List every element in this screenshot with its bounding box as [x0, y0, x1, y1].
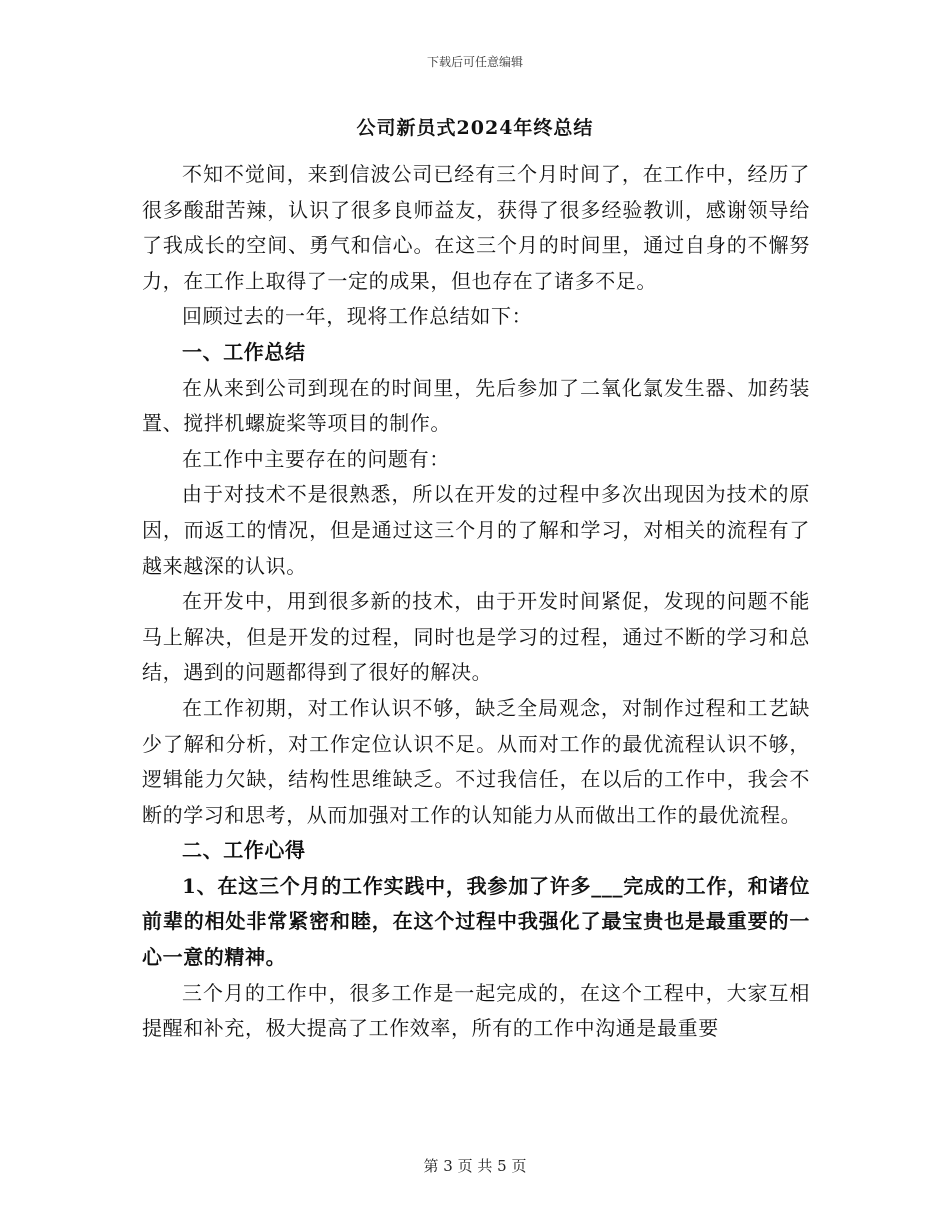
- paragraph-insight-1: 1、在这三个月的工作实践中，我参加了许多___完成的工作，和诸位前辈的相处非常紧密和睦，在这个过程中我强化了最宝贵也是最重要的一心一意的精神。: [142, 873, 810, 970]
- section-heading-work-summary: 一、工作总结: [182, 339, 306, 364]
- paragraph-teamwork: 三个月的工作中，很多工作是一起完成的，在这个工程中，大家互相提醒和补充，极大提高了工作效率，所有的工作中沟通是最重要: [142, 980, 810, 1041]
- paragraph-projects: 在从来到公司到现在的时间里，先后参加了二氧化氯发生器、加药装置、搅拌机螺旋桨等项目的制作。: [142, 375, 810, 436]
- header-note: 下载后可任意编辑: [426, 55, 523, 69]
- paragraph-problems-intro: 在工作中主要存在的问题有：: [182, 446, 450, 471]
- page-footer: 第 3 页 共 5 页: [423, 1157, 527, 1175]
- paragraph-problem-early: 在工作初期，对工作认识不够，缺乏全局观念，对制作过程和工艺缺少了解和分析，对工作定位认识不足。从而对工作的最优流程认识不够，逻辑能力欠缺，结构性思维缺乏。不过我信任，在以后的工作中，我会不断的学习和思考，从而加强对工作的认知能力从而做出工作的最优流程。: [142, 695, 810, 827]
- paragraph-problem-dev: 在开发中，用到很多新的技术，由于开发时间紧促，发现的问题不能马上解决，但是开发的过程，同时也是学习的过程，通过不断的学习和总结，遇到的问题都得到了很好的解决。: [142, 589, 810, 685]
- section-heading-work-insights: 二、工作心得: [182, 838, 306, 863]
- document-body: [142, 157, 810, 1047]
- paragraph-problem-tech: 由于对技术不是很熟悉，所以在开发的过程中多次出现因为技术的原因，而返工的情况，但是通过这三个月的了解和学习，对相关的流程有了越来越深的认识。: [142, 482, 810, 578]
- paragraph-review: 回顾过去的一年，现将工作总结如下：: [182, 304, 533, 329]
- paragraph-intro: 不知不觉间，来到信波公司已经有三个月时间了，在工作中，经历了很多酸甜苦辣，认识了很多良师益友，获得了很多经验教训，感谢领导给了我成长的空间、勇气和信心。在这三个月的时间里，通过自身的不懈努力，在工作上取得了一定的成果，但也存在了诸多不足。: [142, 162, 810, 293]
- document-title: 公司新员式2024年终总结: [356, 117, 594, 139]
